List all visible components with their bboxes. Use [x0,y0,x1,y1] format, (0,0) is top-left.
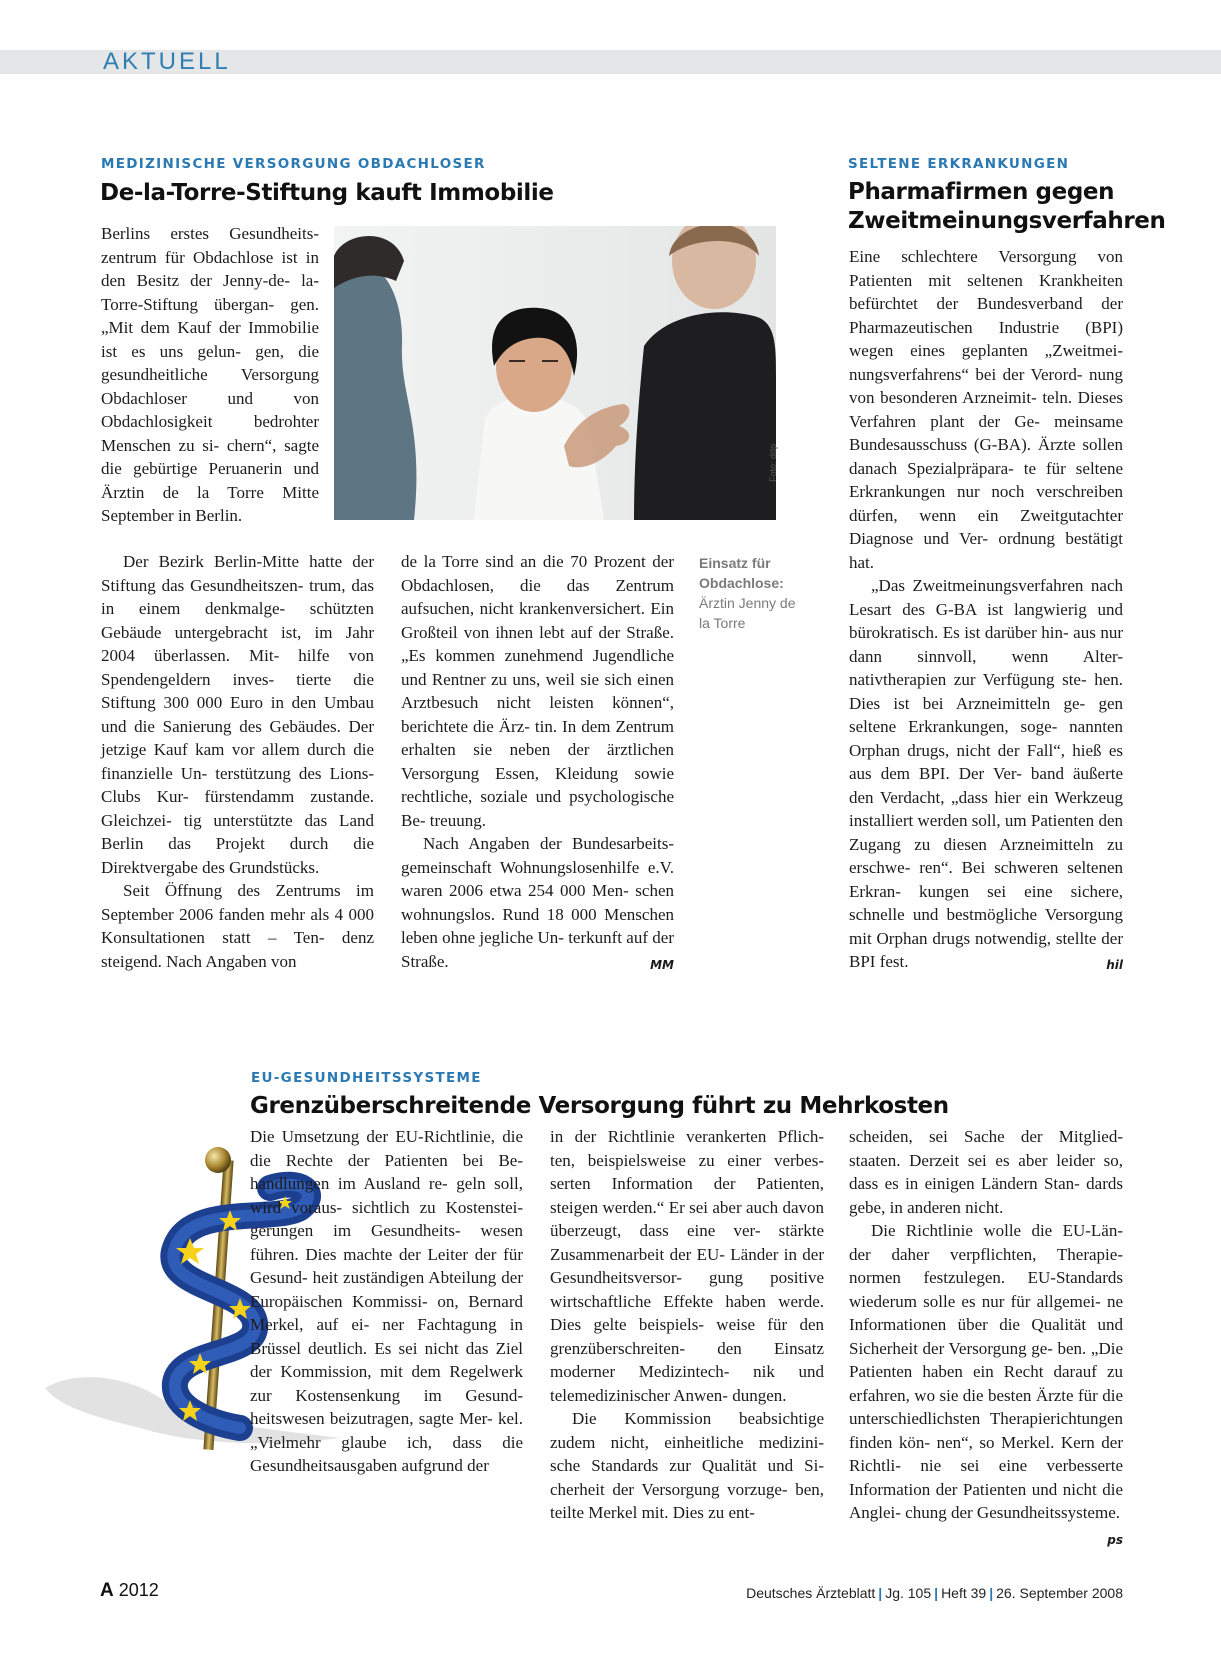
article3-headline: Grenzüberschreitende Versorgung führt zu Mehrkosten [250,1093,949,1119]
article2-paragraph-1: Eine schlechtere Versorgung von Patienten mit seltenen Krankheiten befürchtet der Bundesverband der Pharmazeutischen Industrie (BPI) wegen eines geplanten „Zweitmei- nungsverfahrens“ bei der Verord- nung von besonderen Arzneimit- teln. Dieses Verfahren plant der Ge- meinsame Bundesausschuss (G-BA). Ärzte sollen danach Spezialpräpara- te für seltene Erkrankungen nur noch verschreiben dürfen, wenn ein Zweitgutachter Diagnose und Ver- ordnung bestätigt hat. [849,247,1123,572]
article1-col2 [401,550,674,977]
article-photo [334,226,776,520]
article1-paragraph-4: de la Torre sind an die 70 Prozent der Obdachlosen, die das Zentrum aufsuchen, nicht krankenversichert. Ein Großteil von ihnen lebt auf der Straße. „Es kommen zunehmend Jugendliche und Rentner zu uns, weil sie sich einen Arztbesuch nicht leisten können“, berichtete die Ärz- tin. In dem Zentrum erhalten sie neben der ärztlichen Versorgung Essen, Kleidung sowie rechtliche, soziale und psychologische Be- treuung. [401,552,674,830]
article1-signature: MM [650,957,674,972]
article1-paragraph-5 [401,832,674,973]
article2-headline-line1: Pharmafirmen gegen [848,179,1115,205]
article1-paragraph-3: Seit Öffnung des Zentrums im September 2006 fanden mehr als 4 000 Konsultationen statt – Ten- denz steigend. Nach Angaben von [101,881,374,971]
page-number-value: 2012 [118,1580,159,1600]
page-letter: A [100,1580,114,1601]
article3-col2 [550,1125,824,1525]
article1-headline: De-la-Torre-Stiftung kauft Immobilie [100,180,554,206]
article2-signature: hil [1106,958,1123,972]
article3-paragraph-5-text: Die Richtlinie wolle die EU-Län- der daher verpflichten, Therapie- normen festzulegen. EU-Standards wiederum solle es nur für allgemei- ne Informationen über die Qualität und Sicherheit der Versorgung ge- ben. „Die Patienten haben ein Recht darauf zu erfahren, wo sie die besten Ärzte für die unterschiedlichsten Therapierichtungen finden kön- nen“, so Merkel. Kern der Richtli- nie sei eine verbesserte Information der Patienten und nicht die Anglei- chung der Gesundheitssysteme. [849,1221,1123,1522]
journal-name: Deutsches Ärzteblatt [746,1585,876,1601]
section-title: AKTUELL [103,48,231,75]
article1-paragraph-5-text: Nach Angaben der Bundesarbeits- gemeinschaft Wohnungslosenhilfe e.V. waren 2006 etwa 254 000 Men- schen wohnungslos. Rund 18 000 Menschen leben ohne jegliche Un- terkunft auf der Straße. [401,834,674,971]
article3-paragraph-1 [250,1125,523,1478]
article1-paragraph-1: Berlins erstes Gesundheits- zentrum für Obdachlose ist in den Besitz der Jenny-de- la-Torre-Stiftung übergan- gen. „Mit dem Kauf der Immobilie ist es uns gelun- gen, die gesundheitliche Versorgung Obdachloser und von Obdachlosigkeit bedrohter Menschen zu si- chern“, sagte die gebürtige Peruanerin und Ärztin de la Torre Mitte September in Berlin. [101,224,319,525]
caption-bold: Einsatz für Obdachlose: [699,555,784,591]
article2-paragraph-2 [849,574,1123,974]
article1-col1-bottom [101,550,374,973]
photo-caption [699,553,809,633]
article2-body [849,245,1123,978]
article3-paragraph-3: Die Kommission beabsichtige zudem nicht, einheitliche medizini- sche Standards zur Qualität und Si- cherheit der Versorgung vorzuge- ben, teilte Merkel mit. Dies zu ent- [550,1409,824,1522]
photo-illustration [334,226,776,520]
article3-paragraph-4: scheiden, sei Sache der Mitglied- staaten. Derzeit sei es aber leider so, dass es in einigen Ländern Stan- dards gebe, in anderen nicht. [849,1127,1123,1217]
journal-date: 26. September 2008 [996,1585,1123,1601]
photo-credit: Foto: ddp [768,443,778,482]
article3-signature: ps [1107,1532,1123,1547]
journal-issue: Heft 39 [941,1585,987,1601]
journal-volume: Jg. 105 [885,1585,932,1601]
caption-text: Ärztin Jenny de la Torre [699,595,796,631]
page-number [100,1580,159,1602]
article3-paragraph-1-text: Die Umsetzung der EU-Richtlinie, die die Rechte der Patienten bei Be- handlungen im Ausland re- geln soll, wird voraus- sichtlich zu Kostenstei- gerungen im Gesundheits- wesen führen. Dies machte der Leiter der für Gesund- heit zuständigen Abteilung der Europäischen Kommissi- on, Bernard Merkel, auf ei- ner Fachtagung in Brüssel deutlich. Es sei nicht das Ziel der Kommission, mit dem Regelwerk zur Kostensenkung im Gesund- heitswesen beizutragen, sagte Mer- kel. „Vielmehr glaube ich, dass die Gesundheitsausgaben aufgrund der [250,1127,523,1475]
article3-col3 [849,1125,1123,1552]
journal-info: Deutsches Ärzteblatt | Jg. 105 | Heft 39 | 26. September 2008 [746,1585,1123,1601]
article1-kicker: MEDIZINISCHE VERSORGUNG OBDACHLOSER [101,156,486,172]
article3-paragraph-5 [849,1219,1123,1547]
article3-paragraph-2: in der Richtlinie verankerten Pflich- ten, beispielsweise zu einer verbes- serten Information der Patienten, steigen werden.“ Er sei aber auch davon überzeugt, dass eine ver- stärkte Zusammenarbeit der EU- Länder in der Gesundheitsversor- gung positive wirtschaftliche Effekte haben werde. Dies gelte beispiels- weise für den grenzüberschreiten- den Einsatz moderner Medizintech- nik und telemedizinischer Anwen- dungen. [550,1127,824,1405]
article3-kicker: EU-GESUNDHEITSSYSTEME [251,1070,482,1086]
article2-kicker: SELTENE ERKRANKUNGEN [848,156,1070,172]
article2-headline-line2: Zweitmeinungsverfahren [848,208,1166,234]
article1-paragraph-2: Der Bezirk Berlin-Mitte hatte der Stiftung das Gesundheitszen- trum, das in einem denkmalge- schützten Gebäude untergebracht ist, im Jahr 2004 überlassen. Mit- hilfe von Spendengeldern inves- tierte die Stiftung 300 000 Euro in den Umbau und die Sanierung des Gebäudes. Der jetzige Kauf kam vor allem durch die finanzielle Un- terstützung des Lions-Clubs Kur- fürstendamm zustande. Gleichzei- tig unterstützte das Land Berlin das Projekt durch die Direktvergabe des Grundstücks. [101,552,374,877]
article1-col1-top [101,222,319,528]
article2-paragraph-2-text: „Das Zweitmeinungsverfahren nach Lesart des G-BA ist langwierig und bürokratisch. Es ist darüber hin- aus nur dann sinnvoll, wenn Alter- nativtherapien zur Verfügung ste- hen. Dies ist bei Arzneimitteln ge- gen seltene Erkrankungen, soge- nannten Orphan drugs, nicht der Fall“, hieß es aus dem BPI. Der Ver- band äußerte den Verdacht, „dass hier ein Werkzeug installiert werden soll, um Patienten den Zugang zu diesen Arzneimitteln zu erschwe- ren“. Bei schweren seltenen Erkran- kungen sei eine sichere, schnelle und bestmögliche Versorgung mit Orphan drugs notwendig, stellte der BPI fest. [849,576,1123,971]
article3-col1 [250,1125,523,1478]
